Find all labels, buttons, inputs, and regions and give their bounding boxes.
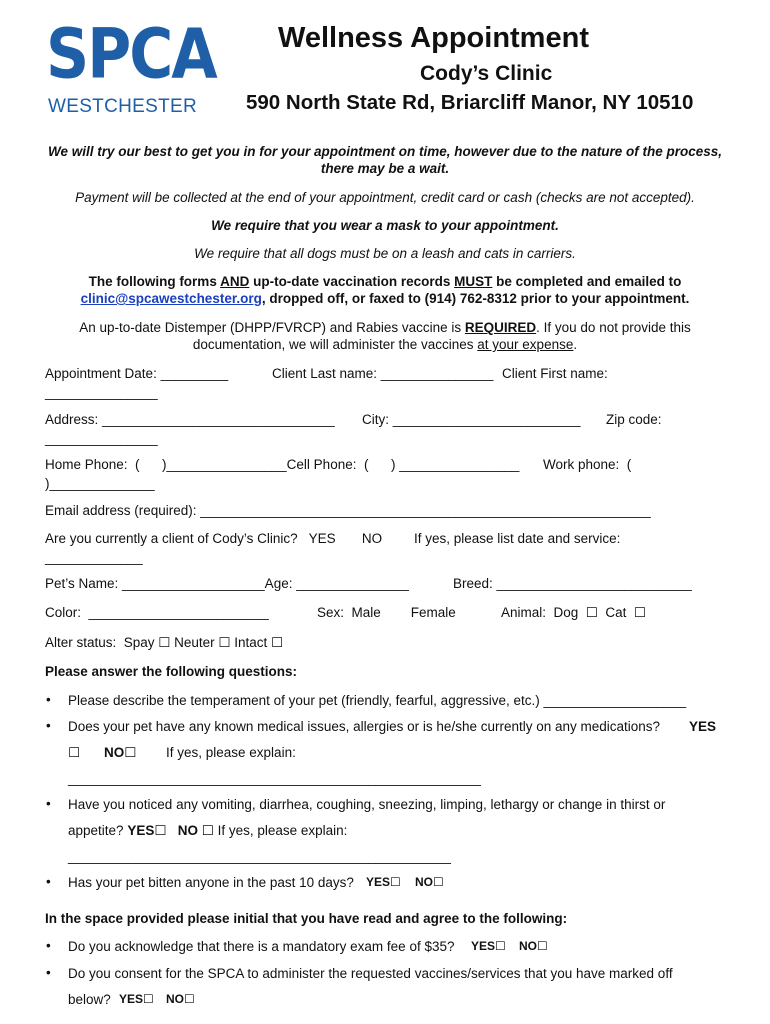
medical-explain-line[interactable]: _______________________________________________________ [68,771,481,786]
bullet: • [46,718,51,733]
exam-fee-yes-checkbox[interactable]: YES☐ [471,939,506,953]
page-title: Wellness Appointment [278,22,589,54]
wait-notice: We will try our best to get you in for your appointment on time, however due to the nature of the process, there may be a wait. [47,144,723,176]
clinic-name: Cody’s Clinic [420,62,553,85]
exam-fee-no-checkbox[interactable]: NO☐ [519,939,548,953]
consent-yes-checkbox[interactable]: YES☐ [119,992,154,1006]
vaccine-notice [40,319,730,353]
alter-status-field[interactable]: Alter status: Spay ☐ Neuter ☐ Intact ☐ [45,635,284,650]
zip-code-line[interactable]: _______________ [45,431,158,446]
client-service-line[interactable]: _____________ [45,550,143,565]
city-field[interactable]: City: _________________________ [362,412,581,427]
current-client-question[interactable]: Are you currently a client of Cody’s Clinic? YES NO [45,531,383,546]
pet-name-age-field[interactable]: Pet’s Name: ___________________Age: _______________ [45,576,409,591]
home-cell-phone-field[interactable]: Home Phone: ( )________________Cell Phone: ( ) ________________ [45,457,520,472]
sex-field[interactable]: Sex: Male Female [317,605,456,620]
medical-yes-label: YES [689,719,717,734]
forms-and: AND [220,274,250,289]
forms-text-3: be completed and emailed to [492,274,682,289]
breed-field[interactable]: Breed: __________________________ [453,576,692,591]
temperament-question[interactable]: Please describe the temperament of your pet (friendly, fearful, aggressive, etc.) ___________________ [68,693,687,708]
bitten-no-checkbox[interactable]: NO☐ [415,875,444,889]
exam-fee-question: Do you acknowledge that there is a mandatory exam fee of $35? [68,939,455,954]
vacc-required: REQUIRED [464,320,537,335]
vacc-text-1: An up-to-date Distemper (DHPP/FVRCP) and Rabies vaccine is [79,320,465,335]
vacc-text-2: . If you do not provide this [536,320,691,335]
forms-text-4: , dropped off, or faxed to (914) 762-8312 prior to your appointment. [261,291,690,306]
work-phone-field[interactable]: Work phone: ( [543,457,632,472]
client-last-name-field[interactable]: Client Last name: _______________ [272,366,494,381]
medical-yes-checkbox[interactable]: ☐ [68,745,81,760]
bullet: • [46,692,51,707]
client-first-name-field[interactable]: Client First name: [502,366,608,381]
symptoms-no-checkbox[interactable]: NO ☐ [177,823,214,838]
medical-explain-label: If yes, please explain: [166,745,296,760]
payment-notice: Payment will be collected at the end of your appointment, credit card or cash (checks are not accepted). [75,190,695,205]
consent-question: Do you consent for the SPCA to administer the requested vaccines/services that you have marked off [68,966,673,981]
logo-spca-text: SPCA [46,14,216,95]
vacc-expense: at your expense [477,337,574,352]
email-link[interactable]: clinic@spcawestchester.org [80,291,262,306]
symptoms-yes-checkbox[interactable]: YES☐ [127,823,167,838]
leash-notice: We require that all dogs must be on a leash and cats in carriers. [194,246,576,261]
clinic-address: 590 North State Rd, Briarcliff Manor, NY 10510 [246,91,694,114]
symptoms-question: Have you noticed any vomiting, diarrhea, coughing, sneezing, limping, lethargy or change in thirst or [68,797,666,812]
zip-code-field[interactable]: Zip code: [606,412,662,427]
address-field[interactable]: Address: _______________________________ [45,412,335,427]
client-service-label: If yes, please list date and service: [414,531,621,546]
color-field[interactable]: Color: ________________________ [45,605,269,620]
symptoms-explain-label: If yes, please explain: [213,823,348,838]
forms-text-1: The following forms [88,274,221,289]
medical-no-checkbox[interactable]: NO☐ [104,745,137,760]
acknowledge-heading: In the space provided please initial that you have read and agree to the following: [45,911,568,926]
questions-heading: Please answer the following questions: [45,664,298,679]
consent-below-label: below? [68,992,111,1007]
bullet: • [46,938,51,953]
bitten-question: Has your pet bitten anyone in the past 10 days? [68,875,354,890]
forms-notice [40,273,730,307]
symptoms-explain-line[interactable]: ___________________________________________________ [68,849,451,864]
medical-issues-question: Does your pet have any known medical issues, allergies or is he/she currently on any medications? [68,719,661,734]
client-first-name-line[interactable]: _______________ [45,385,158,400]
symptoms-answer-row [68,822,347,839]
bullet: • [46,874,51,889]
consent-no-checkbox[interactable]: NO☐ [166,992,195,1006]
appetite-label: appetite? [68,823,128,838]
spca-logo [46,14,216,120]
bitten-yes-checkbox[interactable]: YES☐ [366,875,401,889]
bullet: • [46,965,51,980]
appointment-date-field[interactable]: Appointment Date: _________ [45,366,229,381]
forms-must: MUST [454,274,493,289]
email-field[interactable]: Email address (required): ____________________________________________________________ [45,503,651,518]
animal-type-field[interactable]: Animal: Dog ☐ Cat ☐ [501,605,646,620]
forms-text-2: up-to-date vaccination records [249,274,455,289]
bullet: • [46,796,51,811]
mask-notice: We require that you wear a mask to your appointment. [211,218,559,233]
work-phone-line[interactable]: )______________ [45,476,155,491]
logo-westchester-text: WESTCHESTER [48,96,197,117]
vacc-text-3: documentation, we will administer the vaccines [192,337,478,352]
vacc-text-4: . [573,337,578,352]
